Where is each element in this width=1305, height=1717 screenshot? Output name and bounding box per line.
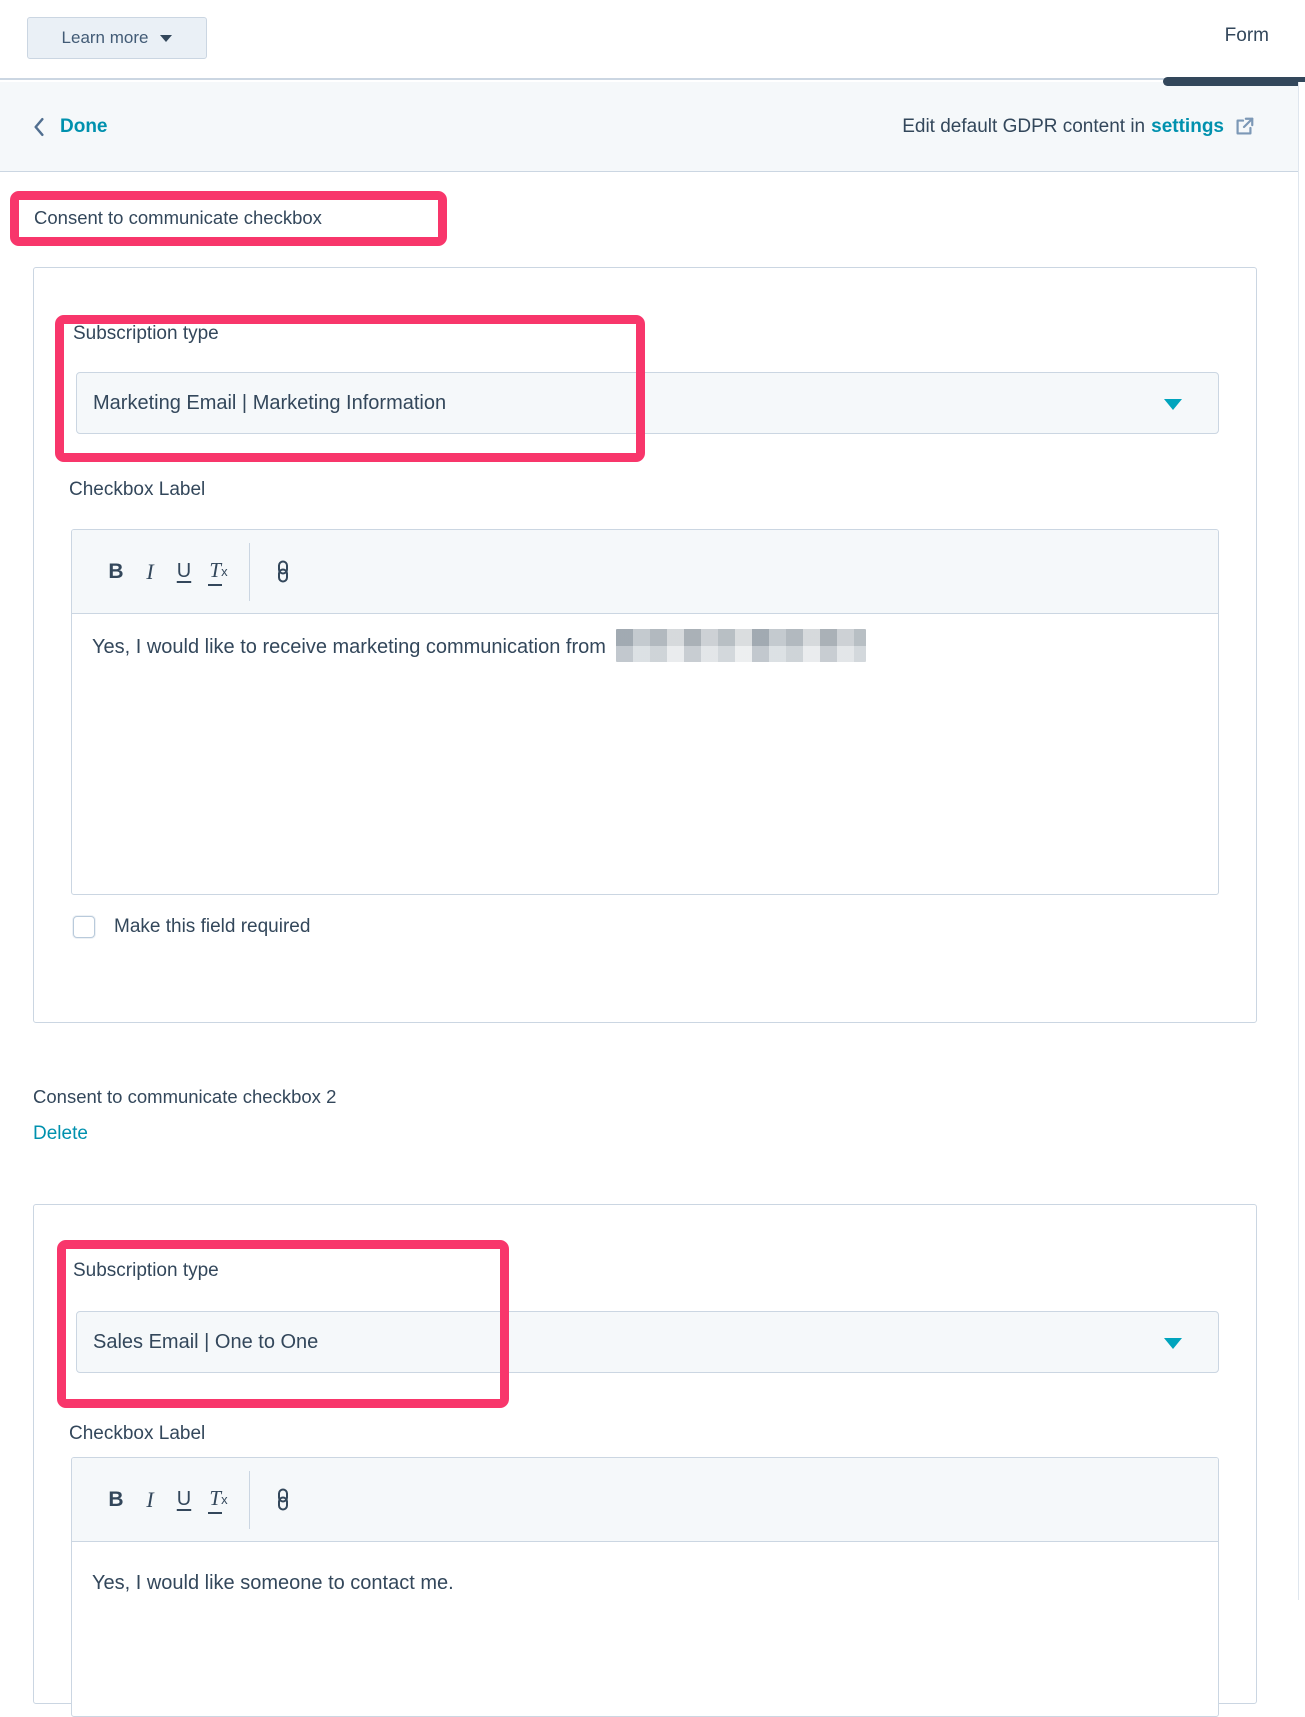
bold-button[interactable] bbox=[99, 552, 133, 592]
subscription-type-select[interactable] bbox=[76, 372, 1219, 434]
checkbox-label-text-area-2[interactable] bbox=[72, 1542, 1218, 1615]
consent-checkbox-1-title: Consent to communicate checkbox bbox=[34, 207, 322, 228]
editor-sub-header bbox=[0, 82, 1305, 172]
insert-link-button[interactable] bbox=[266, 1480, 300, 1520]
scrollbar-gutter bbox=[1298, 82, 1305, 1600]
subscription-type-label: Subscription type bbox=[73, 323, 219, 344]
checkbox-label-text-2: Yes, I would like someone to contact me. bbox=[92, 1572, 454, 1594]
checkbox-label-editor bbox=[71, 529, 1219, 895]
bold-button[interactable] bbox=[99, 1480, 133, 1520]
required-label: Make this field required bbox=[114, 916, 311, 937]
settings-link[interactable]: settings bbox=[1151, 115, 1224, 137]
subscription-type-select-2[interactable] bbox=[76, 1311, 1219, 1373]
checkbox-label-text-area[interactable] bbox=[72, 614, 1218, 679]
required-checkbox[interactable] bbox=[73, 916, 95, 938]
checkbox-label-heading: Checkbox Label bbox=[69, 479, 206, 500]
link-icon bbox=[273, 1488, 293, 1511]
underline-button[interactable] bbox=[167, 552, 201, 592]
consent-checkbox-1-card bbox=[33, 267, 1257, 1023]
subscription-type-label-2: Subscription type bbox=[73, 1260, 219, 1281]
subscription-type-value: Marketing Email | Marketing Information bbox=[93, 391, 447, 414]
bold-icon: B bbox=[108, 559, 124, 583]
active-tab-indicator bbox=[1163, 77, 1305, 86]
clear-formatting-button[interactable]: T x bbox=[201, 1480, 235, 1520]
delete-link[interactable]: Delete bbox=[33, 1123, 88, 1144]
redacted-company-name bbox=[616, 629, 866, 662]
checkbox-label-text: Yes, I would like to receive marketing communication from bbox=[92, 636, 606, 658]
done-label: Done bbox=[60, 115, 108, 137]
gdpr-note-text: Edit default GDPR content in bbox=[902, 115, 1146, 137]
learn-more-button[interactable] bbox=[27, 17, 207, 59]
insert-link-button[interactable] bbox=[266, 552, 300, 592]
dropdown-caret-icon bbox=[1164, 399, 1182, 410]
underline-icon: U bbox=[176, 1488, 192, 1510]
done-back-link[interactable] bbox=[33, 116, 108, 138]
clear-formatting-icon: T bbox=[208, 558, 222, 586]
tab-form[interactable]: Form bbox=[1224, 25, 1269, 46]
italic-button[interactable] bbox=[133, 1480, 167, 1520]
consent-checkbox-2-card bbox=[33, 1204, 1257, 1704]
underline-icon: U bbox=[176, 560, 192, 582]
rich-text-toolbar bbox=[72, 530, 1218, 614]
clear-formatting-button[interactable]: T x bbox=[201, 552, 235, 592]
italic-button[interactable] bbox=[133, 552, 167, 592]
chevron-left-icon bbox=[33, 117, 45, 137]
learn-more-label: Learn more bbox=[61, 28, 149, 47]
dropdown-caret-icon bbox=[1164, 1338, 1182, 1349]
top-bar bbox=[0, 0, 1305, 80]
italic-icon: I bbox=[146, 1486, 154, 1512]
external-link-icon bbox=[1233, 116, 1255, 138]
link-icon bbox=[273, 560, 293, 583]
toolbar-divider bbox=[249, 543, 250, 601]
gdpr-settings-note bbox=[902, 116, 1255, 138]
subscription-type-value-2: Sales Email | One to One bbox=[93, 1330, 319, 1353]
toolbar-divider bbox=[249, 1471, 250, 1529]
rich-text-toolbar-2 bbox=[72, 1458, 1218, 1542]
checkbox-label-heading-2: Checkbox Label bbox=[69, 1423, 206, 1444]
consent-checkbox-2-title: Consent to communicate checkbox 2 bbox=[33, 1086, 337, 1107]
bold-icon: B bbox=[108, 1487, 124, 1511]
make-field-required-row[interactable] bbox=[73, 916, 310, 938]
italic-icon: I bbox=[146, 558, 154, 584]
checkbox-label-editor-2 bbox=[71, 1457, 1219, 1717]
clear-formatting-icon: T bbox=[208, 1486, 222, 1514]
chevron-down-icon bbox=[160, 35, 172, 42]
underline-button[interactable] bbox=[167, 1480, 201, 1520]
